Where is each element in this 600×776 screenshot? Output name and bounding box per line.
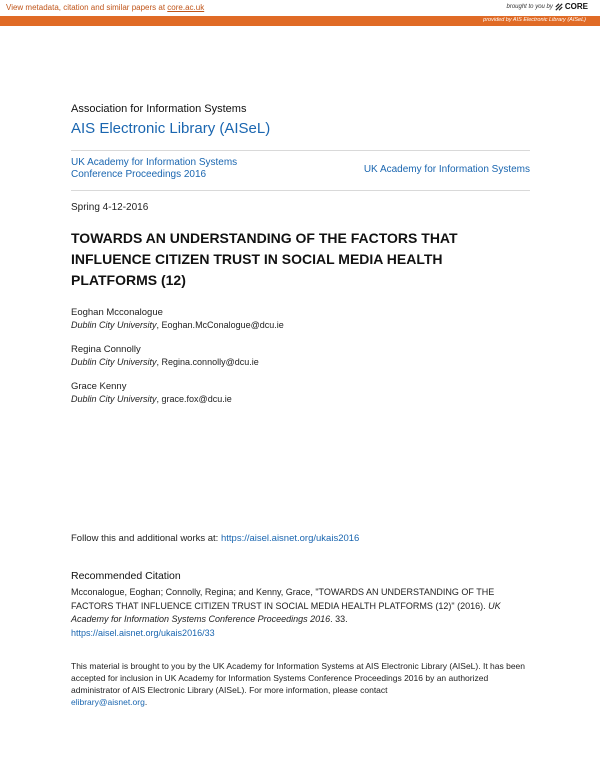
footer-note <box>71 660 531 708</box>
core-banner-top <box>0 0 600 16</box>
core-link-domain: core.ac.uk <box>167 3 205 12</box>
author-affiliation <box>71 356 259 369</box>
citation-link[interactable]: https://aisel.aisnet.org/ukais2016/33 <box>71 627 215 638</box>
footer-end: . <box>144 697 148 707</box>
author-email: , Eoghan.McConalogue@dcu.ie <box>156 320 284 330</box>
citation-tail: . 33. <box>330 614 348 624</box>
collection-link-ukais[interactable]: UK Academy for Information Systems <box>363 164 530 175</box>
author-affiliation <box>71 393 232 406</box>
citation-heading: Recommended Citation <box>71 570 181 582</box>
core-logo <box>555 2 588 11</box>
paper-title: TOWARDS AN UNDERSTANDING OF THE FACTORS THAT INFLUENCE CITIZEN TRUST IN SOCIAL MEDIA HEALTH PLATFORMS (12) <box>71 230 458 288</box>
author-affiliation <box>71 319 284 332</box>
author-email: , Regina.connolly@dcu.ie <box>156 357 259 367</box>
footer-text: This material is brought to you by the UK Academy for Information Systems at AIS Electronic Library (AISeL). It has been accepted for inclusion in UK Academy for Information Systems Conference Proceedings 2016 by an authorized administrator of AIS Electronic Library (AISeL). For more information, please contact <box>71 661 526 695</box>
contact-email-link[interactable]: elibrary@aisnet.org <box>71 697 145 707</box>
author-email: , grace.fox@dcu.ie <box>156 394 232 404</box>
core-link-text: View metadata, citation and similar papers at <box>6 3 168 12</box>
author-institution: Dublin City University <box>71 357 157 367</box>
collection-link-proceedings[interactable] <box>71 157 281 181</box>
brought-by-text: brought to you by <box>506 3 553 10</box>
author-institution: Dublin City University <box>71 394 157 404</box>
citation-text: Mcconalogue, Eoghan; Connolly, Regina; and Kenny, Grace, "TOWARDS AN UNDERSTANDING OF THE FACTORS THAT INFLUENCE CITIZEN TRUST IN SOCIAL MEDIA HEALTH PLATFORMS (12)" (2016). <box>71 587 495 611</box>
core-logo-icon <box>555 3 563 11</box>
author-name: Eoghan Mcconalogue <box>71 307 163 318</box>
author-name: Grace Kenny <box>71 381 127 392</box>
citation-body <box>71 586 531 640</box>
author-entry <box>71 306 284 332</box>
library-link[interactable]: AIS Electronic Library (AISeL) <box>71 120 271 137</box>
core-metadata-link[interactable] <box>6 3 204 12</box>
collection-line-1: UK Academy for Information Systems <box>71 157 238 168</box>
collection-line-2: Conference Proceedings 2016 <box>71 169 207 180</box>
author-entry <box>71 343 259 369</box>
follow-text: Follow this and additional works at: <box>71 533 221 544</box>
follow-works <box>71 533 359 544</box>
association-name: Association for Information Systems <box>71 103 247 115</box>
author-entry <box>71 380 232 406</box>
citation-journal: UK Academy for Information Systems Conference Proceedings 2016 <box>71 600 501 624</box>
core-provided-by: provided by AIS Electronic Library (AISeL) <box>483 17 586 23</box>
divider-bottom <box>71 190 530 191</box>
core-brought-by[interactable] <box>507 2 589 11</box>
publication-date: Spring 4-12-2016 <box>71 202 149 213</box>
core-banner <box>0 0 600 26</box>
core-logo-text: CORE <box>564 2 588 11</box>
author-name: Regina Connolly <box>71 344 141 355</box>
author-institution: Dublin City University <box>71 320 157 330</box>
divider-top <box>71 150 530 151</box>
follow-link[interactable]: https://aisel.aisnet.org/ukais2016 <box>220 533 360 544</box>
